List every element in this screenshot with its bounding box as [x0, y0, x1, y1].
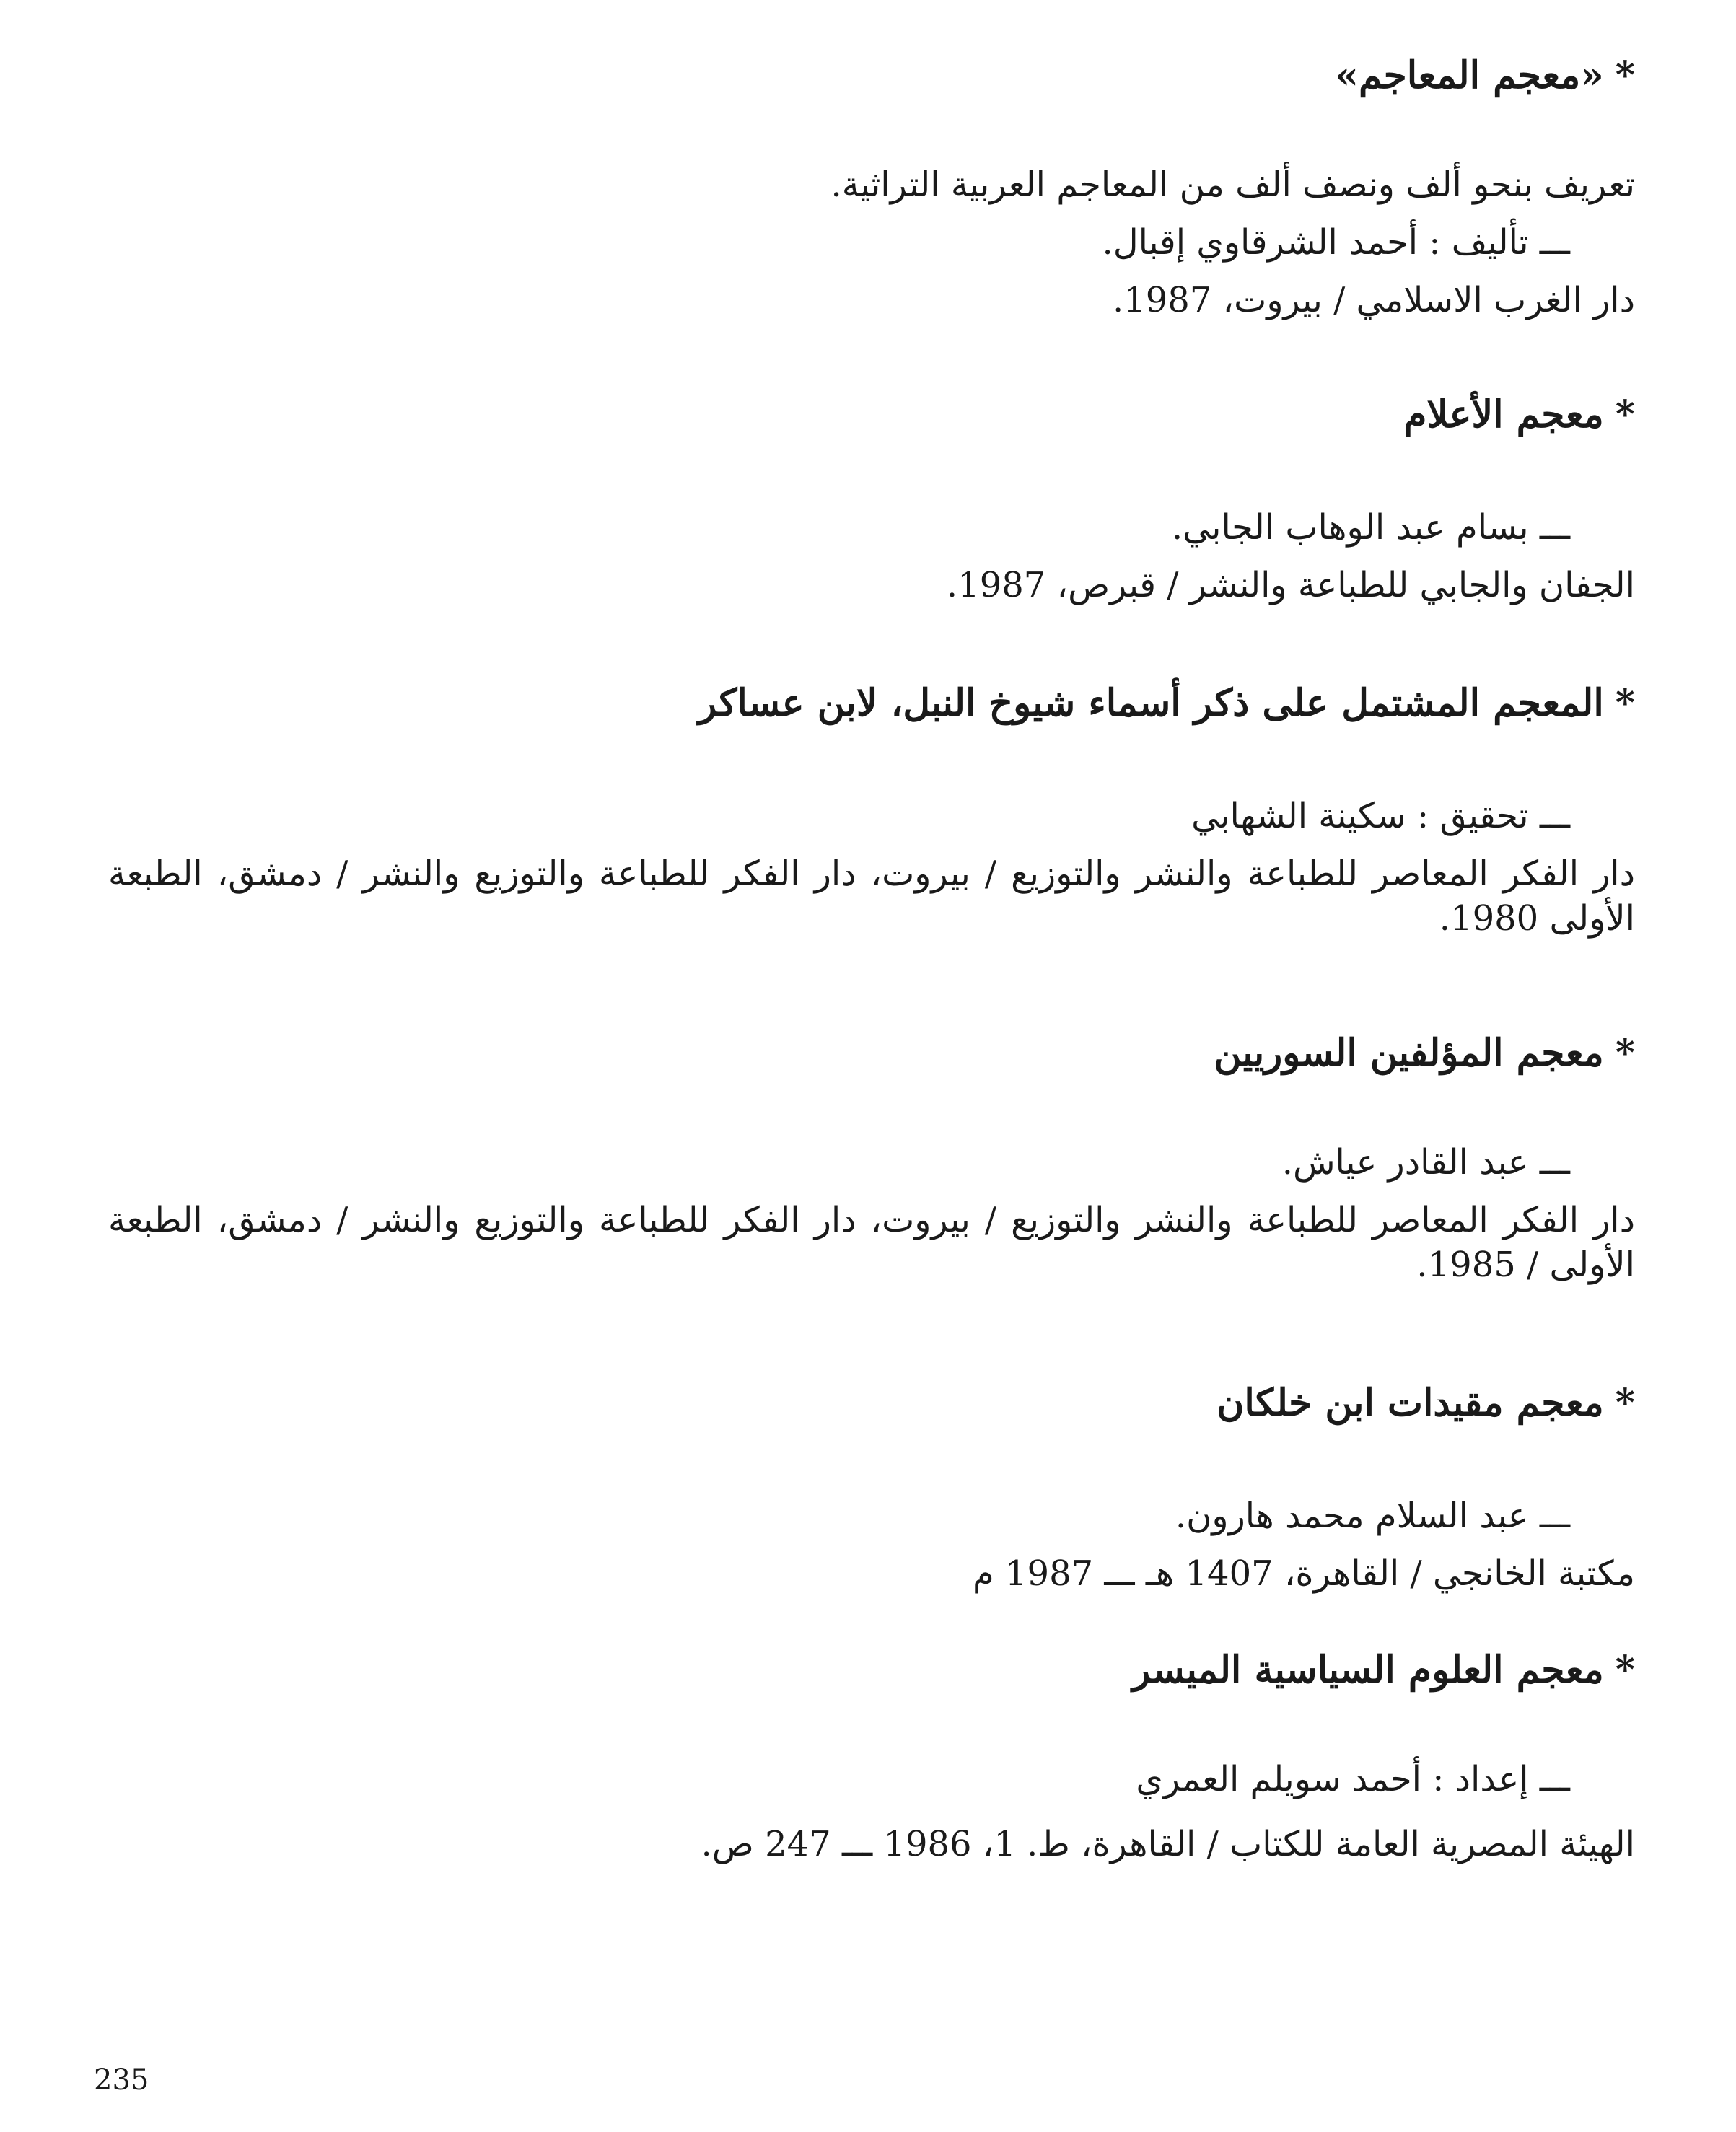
entry-title-3 [698, 678, 1635, 729]
entry-title-text-4: معجم المؤلفين السوريين [1214, 1031, 1604, 1075]
entry-4-line-1: ـــ عبد القادر عياش. [1281, 1142, 1570, 1183]
entry-1-line-1: تعريف بنحو ألف ونصف ألف من المعاجم العربية التراثية. [830, 164, 1635, 205]
entry-6-line-1: ـــ إعداد : أحمد سويلم العمري [1136, 1759, 1570, 1799]
entry-bullet-6: * [1615, 1648, 1635, 1692]
entry-4-line-2: دار الفكر المعاصر للطباعة والنشر والتوزيع / بيروت، دار الفكر للطباعة والتوزيع والنشر / دمشق، الطبعة الأولى / 1985. [108, 1200, 1635, 1285]
entry-title-text-2: معجم الأعلام [1403, 392, 1604, 437]
entry-3-line-1: ـــ تحقيق : سكينة الشهابي [1191, 796, 1570, 836]
entry-bullet-1: * [1615, 53, 1635, 97]
entry-title-4 [1214, 1028, 1635, 1079]
entry-title-2 [1403, 390, 1635, 440]
entry-5-line-2: مكتبة الخانجي / القاهرة، 1407 هـ ـــ 1987 م [973, 1553, 1635, 1594]
entry-title-text-3: المعجم المشتمل على ذكر أسماء شيوخ النبل، لابن عساكر [698, 681, 1604, 725]
entry-bullet-4: * [1615, 1031, 1635, 1075]
entry-title-text-5: معجم مقيدات ابن خلكان [1216, 1381, 1604, 1425]
entry-title-5 [1216, 1378, 1635, 1429]
page-number: 235 [94, 2063, 149, 2097]
entry-6-line-2: الهيئة المصرية العامة للكتاب / القاهرة، ط. 1، 1986 ـــ 247 ص. [701, 1824, 1635, 1864]
entry-2-line-2: الجفان والجابي للطباعة والنشر / قبرص، 1987. [946, 565, 1635, 605]
entry-1-line-2: ـــ تأليف : أحمد الشرقاوي إقبال. [1102, 222, 1570, 263]
entry-5-line-1: ـــ عبد السلام محمد هارون. [1175, 1496, 1570, 1536]
entry-2-line-1: ـــ بسام عبد الوهاب الجابي. [1171, 507, 1570, 548]
entry-3-line-2: دار الفكر المعاصر للطباعة والنشر والتوزيع / بيروت، دار الفكر للطباعة والتوزيع والنشر / دمشق، الطبعة الأولى 1980. [108, 854, 1635, 939]
entry-title-6 [1132, 1645, 1635, 1695]
entry-bullet-5: * [1615, 1381, 1635, 1425]
entry-1-line-3: دار الغرب الاسلامي / بيروت، 1987. [1112, 280, 1635, 320]
entry-title-1 [1336, 51, 1635, 101]
entry-bullet-3: * [1615, 681, 1635, 725]
entry-title-text-1: «معجم المعاجم» [1335, 53, 1604, 97]
entry-title-text-6: معجم العلوم السياسية الميسر [1132, 1648, 1604, 1692]
entry-bullet-2: * [1615, 392, 1635, 437]
